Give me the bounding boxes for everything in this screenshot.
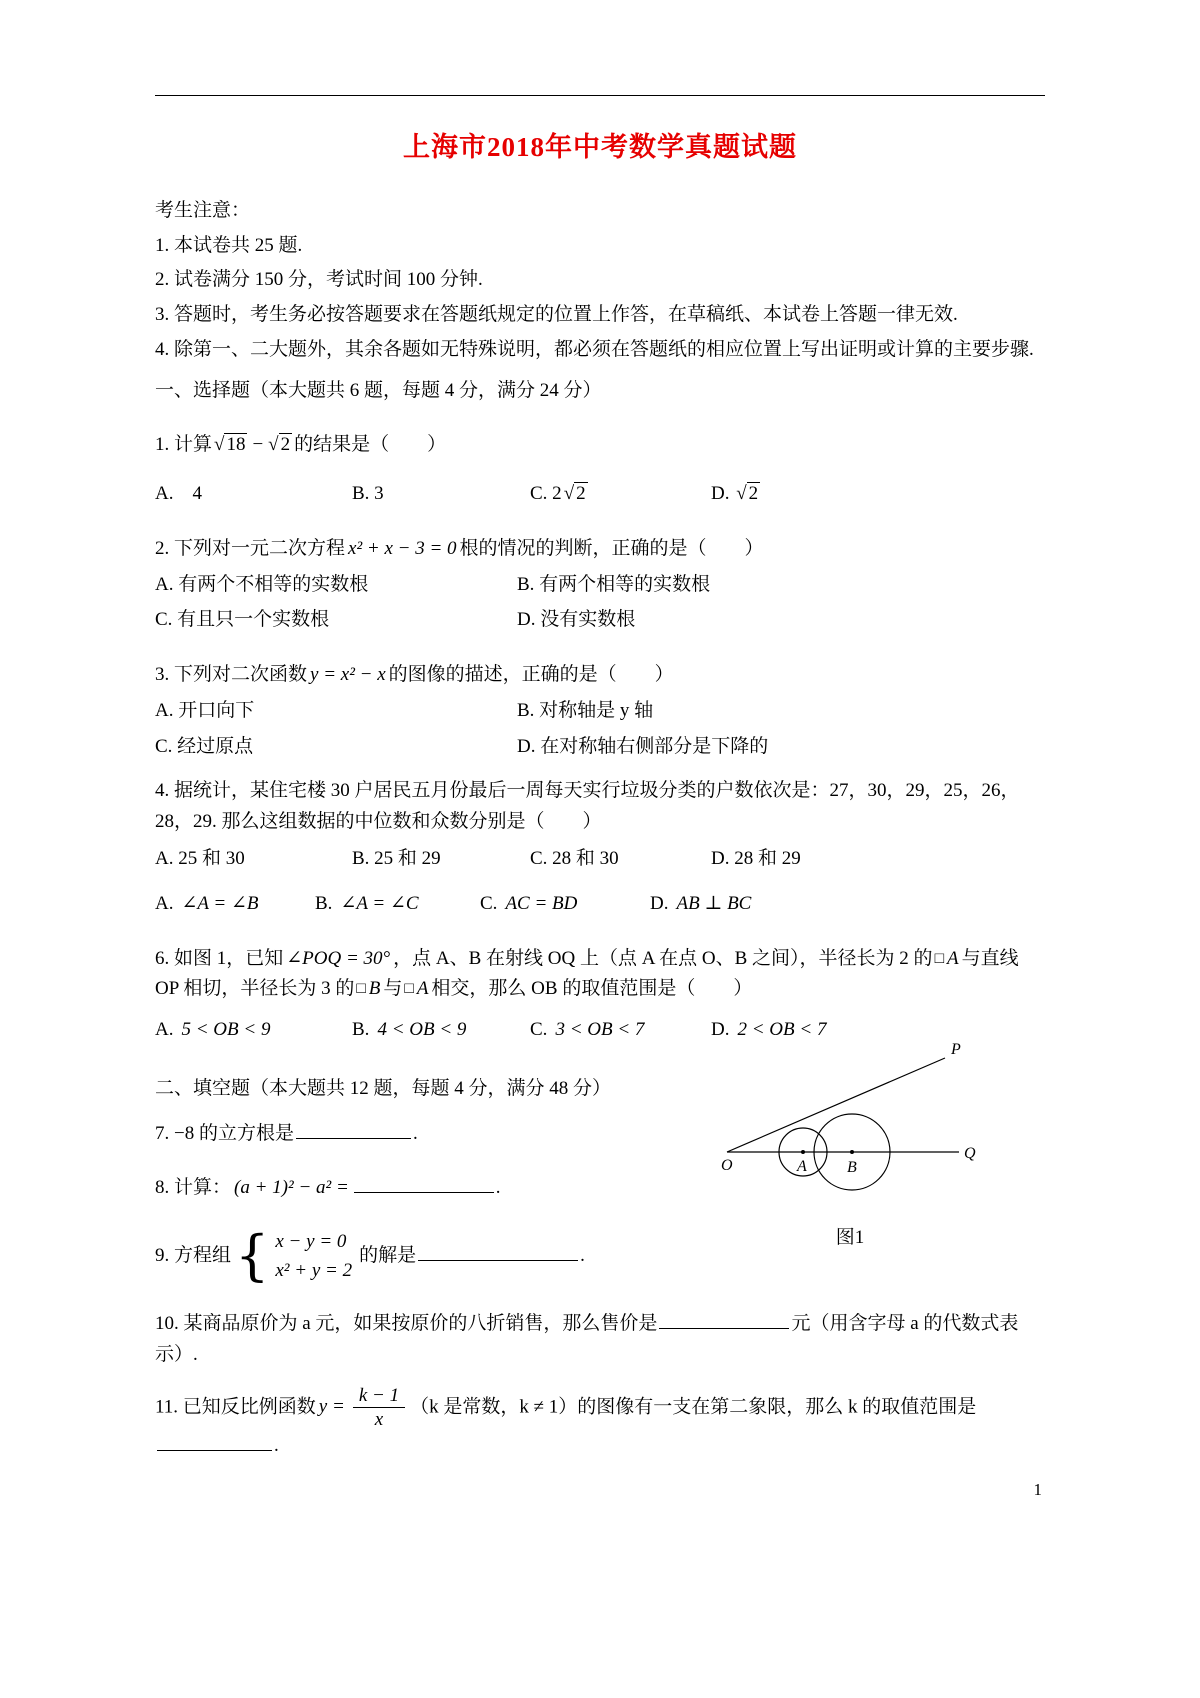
math-expression: y = x² − x [310, 664, 386, 686]
text-segment: 6. 如图 1，已知 [155, 947, 284, 969]
option-math: 5 < OB < 9 [181, 1019, 271, 1041]
equations [272, 1228, 355, 1285]
text-segment: 9. 方程组 [155, 1244, 232, 1266]
option-d: D. 在对称轴右侧部分是下降的 [517, 735, 769, 757]
notice-lead: 考生注意： [155, 199, 251, 221]
text-segment: 1. 计算 [155, 434, 213, 456]
option-a: A. 4 [155, 483, 202, 505]
equation-1: x − y = 0 [275, 1231, 347, 1253]
option-b [352, 1015, 530, 1046]
question-2-options-row-1 [155, 570, 1045, 601]
option-c: C. 28 和 30 [530, 847, 619, 869]
radical-sign-icon: √ [214, 434, 225, 456]
option-label: D. [711, 483, 730, 505]
option-a: A. 有两个不相等的实数根 [155, 573, 369, 595]
label-o: O [721, 1156, 733, 1174]
question-3-options-row-1 [155, 696, 1045, 727]
option-label: D. [650, 892, 669, 914]
option-c [530, 479, 711, 510]
option-d: D. 没有实数根 [517, 609, 636, 631]
answer-blank [418, 1242, 578, 1261]
sqrt-expression [562, 483, 590, 504]
figure-1 [721, 1024, 979, 1254]
notice-item-1: 1. 本试卷共 25 题. [155, 234, 303, 256]
text-segment: ，点 A、B 在射线 OQ 上（点 A 在点 O、B 之间），半径长为 2 的 [393, 947, 933, 969]
fraction-denominator: x [374, 1409, 384, 1431]
option-a: A. 25 和 30 [155, 847, 245, 869]
circle-symbol: □ [404, 980, 414, 998]
fraction-numerator: k − 1 [353, 1385, 405, 1409]
circle-symbol: □ [356, 980, 366, 998]
option-d: D. 28 和 29 [711, 847, 801, 869]
section-2-heading: 二、填空题（本大题共 12 题，每题 4 分，满分 48 分） [155, 1077, 612, 1099]
variable: A [946, 947, 959, 969]
text-segment: 与直线 OP 相切，半径长为 3 的 [155, 947, 1019, 1000]
option-c: C. 经过原点 [155, 735, 254, 757]
text-segment: 8. 计算： [155, 1177, 232, 1199]
text-segment: 2. 下列对一元二次方程 [155, 537, 346, 559]
label-q: Q [964, 1144, 976, 1162]
header-rule [155, 95, 1045, 96]
option-c: C. 有且只一个实数根 [155, 609, 330, 631]
question-2-options-row-2 [155, 605, 1045, 636]
point-b [850, 1150, 854, 1154]
text-segment: 11. 已知反比例函数 [155, 1396, 316, 1418]
option-b: B. 有两个相等的实数根 [517, 573, 711, 595]
question-3-options-row-2 [155, 732, 1045, 763]
sqrt-expression [266, 434, 294, 455]
text-segment: 相交，那么 OB 的取值范围是（ ） [431, 978, 753, 1000]
math-lhs: y = [318, 1396, 345, 1418]
option-math: AC = BD [505, 892, 578, 914]
option-math: AB ⊥ BC [676, 892, 752, 914]
math-expression: x² + x − 3 = 0 [348, 537, 457, 559]
text-segment: . [495, 1177, 501, 1199]
radicand: 18 [226, 434, 246, 456]
option-math: 4 < OB < 9 [377, 1019, 467, 1041]
option-a: A. 开口向下 [155, 699, 255, 721]
text-segment: 的解是 [359, 1244, 417, 1266]
option-label: A. [155, 1019, 174, 1041]
radical-sign-icon: √ [736, 483, 747, 505]
text-segment: . [274, 1435, 279, 1457]
question-3-stem [155, 660, 1045, 691]
option-label: B. [315, 892, 333, 914]
option-label: C. [480, 892, 498, 914]
notice-item-4: 4. 除第一、二大题外，其余各题如无特殊说明，都必须在答题纸的相应位置上写出证明或计算的主要步骤. [155, 338, 1034, 360]
question-10 [155, 1309, 1045, 1371]
answer-blank [354, 1174, 494, 1193]
option-d [650, 889, 1045, 920]
answer-blank [157, 1432, 272, 1451]
sqrt-expression [734, 483, 762, 504]
circle-symbol: □ [934, 949, 944, 967]
option-math: 3 < OB < 7 [555, 1019, 645, 1041]
question-2-stem [155, 534, 1045, 565]
text-segment: 7. −8 的立方根是 [155, 1122, 294, 1144]
answer-blank [659, 1310, 789, 1329]
text-segment: （k 是常数，k ≠ 1）的图像有一支在第二象限，那么 k 的取值范围是 [410, 1396, 977, 1418]
option-a [155, 889, 315, 920]
question-6-stem [155, 944, 1045, 1006]
question-4-stem: 4. 据统计，某住宅楼 30 户居民五月份最后一周每天实行垃圾分类的户数依次是：27，30，29，25，26，28，29. 那么这组数据的中位数和众数分别是（ ） [155, 780, 1020, 833]
notice-item-3: 3. 答题时，考生务必按答题要求在答题纸规定的位置上作答，在草稿纸、本试卷上答题一律无效. [155, 304, 958, 326]
equation-2: x² + y = 2 [275, 1259, 353, 1281]
variable: B [368, 978, 381, 1000]
variable: A [416, 978, 429, 1000]
option-b: B. 25 和 29 [352, 847, 441, 869]
radicand: 2 [576, 483, 586, 505]
option-d [711, 479, 1045, 510]
text-segment: 与 [383, 978, 403, 1000]
minus-operator: − [252, 434, 264, 456]
equation-system [235, 1224, 355, 1288]
geometry-diagram [721, 1024, 979, 1204]
ray-op [727, 1058, 945, 1152]
option-c [480, 889, 650, 920]
text-segment: 根的情况的判断，正确的是（ ） [459, 537, 764, 559]
option-math: ∠A = ∠B [181, 892, 259, 914]
answer-blank [296, 1120, 411, 1139]
option-label: B. [352, 1019, 370, 1041]
option-label: C. 2 [530, 483, 562, 505]
label-a: A [797, 1157, 807, 1175]
point-a [801, 1150, 805, 1154]
text-segment: 10. 某商品原价为 a 元，如果按原价的八折销售，那么售价是 [155, 1313, 658, 1335]
text-segment: 的图像的描述，正确的是（ ） [388, 664, 674, 686]
text-segment: 3. 下列对二次函数 [155, 664, 308, 686]
notice-item-2: 2. 试卷满分 150 分，考试时间 100 分钟. [155, 269, 483, 291]
page-number: 1 [1033, 1480, 1042, 1499]
text-segment: 元（用含字母 a 的代数式表示）. [155, 1313, 1019, 1365]
option-c [530, 1015, 711, 1046]
text-segment: . [412, 1122, 418, 1144]
option-b [315, 889, 480, 920]
brace-symbol: { [235, 1224, 270, 1288]
question-1-stem [155, 430, 1045, 461]
text-segment: 的结果是（ ） [294, 434, 447, 456]
label-p: P [951, 1040, 961, 1058]
option-a [155, 1015, 352, 1046]
option-label: D. [711, 1019, 730, 1041]
fraction [353, 1385, 405, 1432]
label-b: B [847, 1158, 857, 1176]
radicand: 2 [748, 483, 759, 505]
figure-caption: 图1 [835, 1226, 865, 1248]
question-1-options [155, 479, 1045, 510]
question-4-options [155, 844, 1045, 875]
math-expression: (a + 1)² − a² = [234, 1177, 349, 1199]
option-b: B. 3 [352, 483, 384, 505]
option-b: B. 对称轴是 y 轴 [517, 699, 654, 721]
document-title: 上海市2018年中考数学真题试题 [403, 132, 797, 162]
math-expression: ∠POQ = 30° [286, 947, 391, 969]
text-segment: . [580, 1244, 585, 1266]
option-label: A. [155, 892, 174, 914]
question-11 [155, 1385, 1045, 1462]
option-math: ∠A = ∠C [340, 892, 419, 914]
radical-sign-icon: √ [563, 483, 575, 505]
radicand: 2 [280, 434, 291, 456]
radical-sign-icon: √ [268, 434, 279, 456]
question-5-options [155, 889, 1045, 920]
sqrt-expression [212, 434, 249, 455]
option-math: 2 < OB < 7 [737, 1019, 827, 1041]
option-label: C. [530, 1019, 548, 1041]
section-1-heading: 一、选择题（本大题共 6 题，每题 4 分，满分 24 分） [155, 379, 602, 401]
